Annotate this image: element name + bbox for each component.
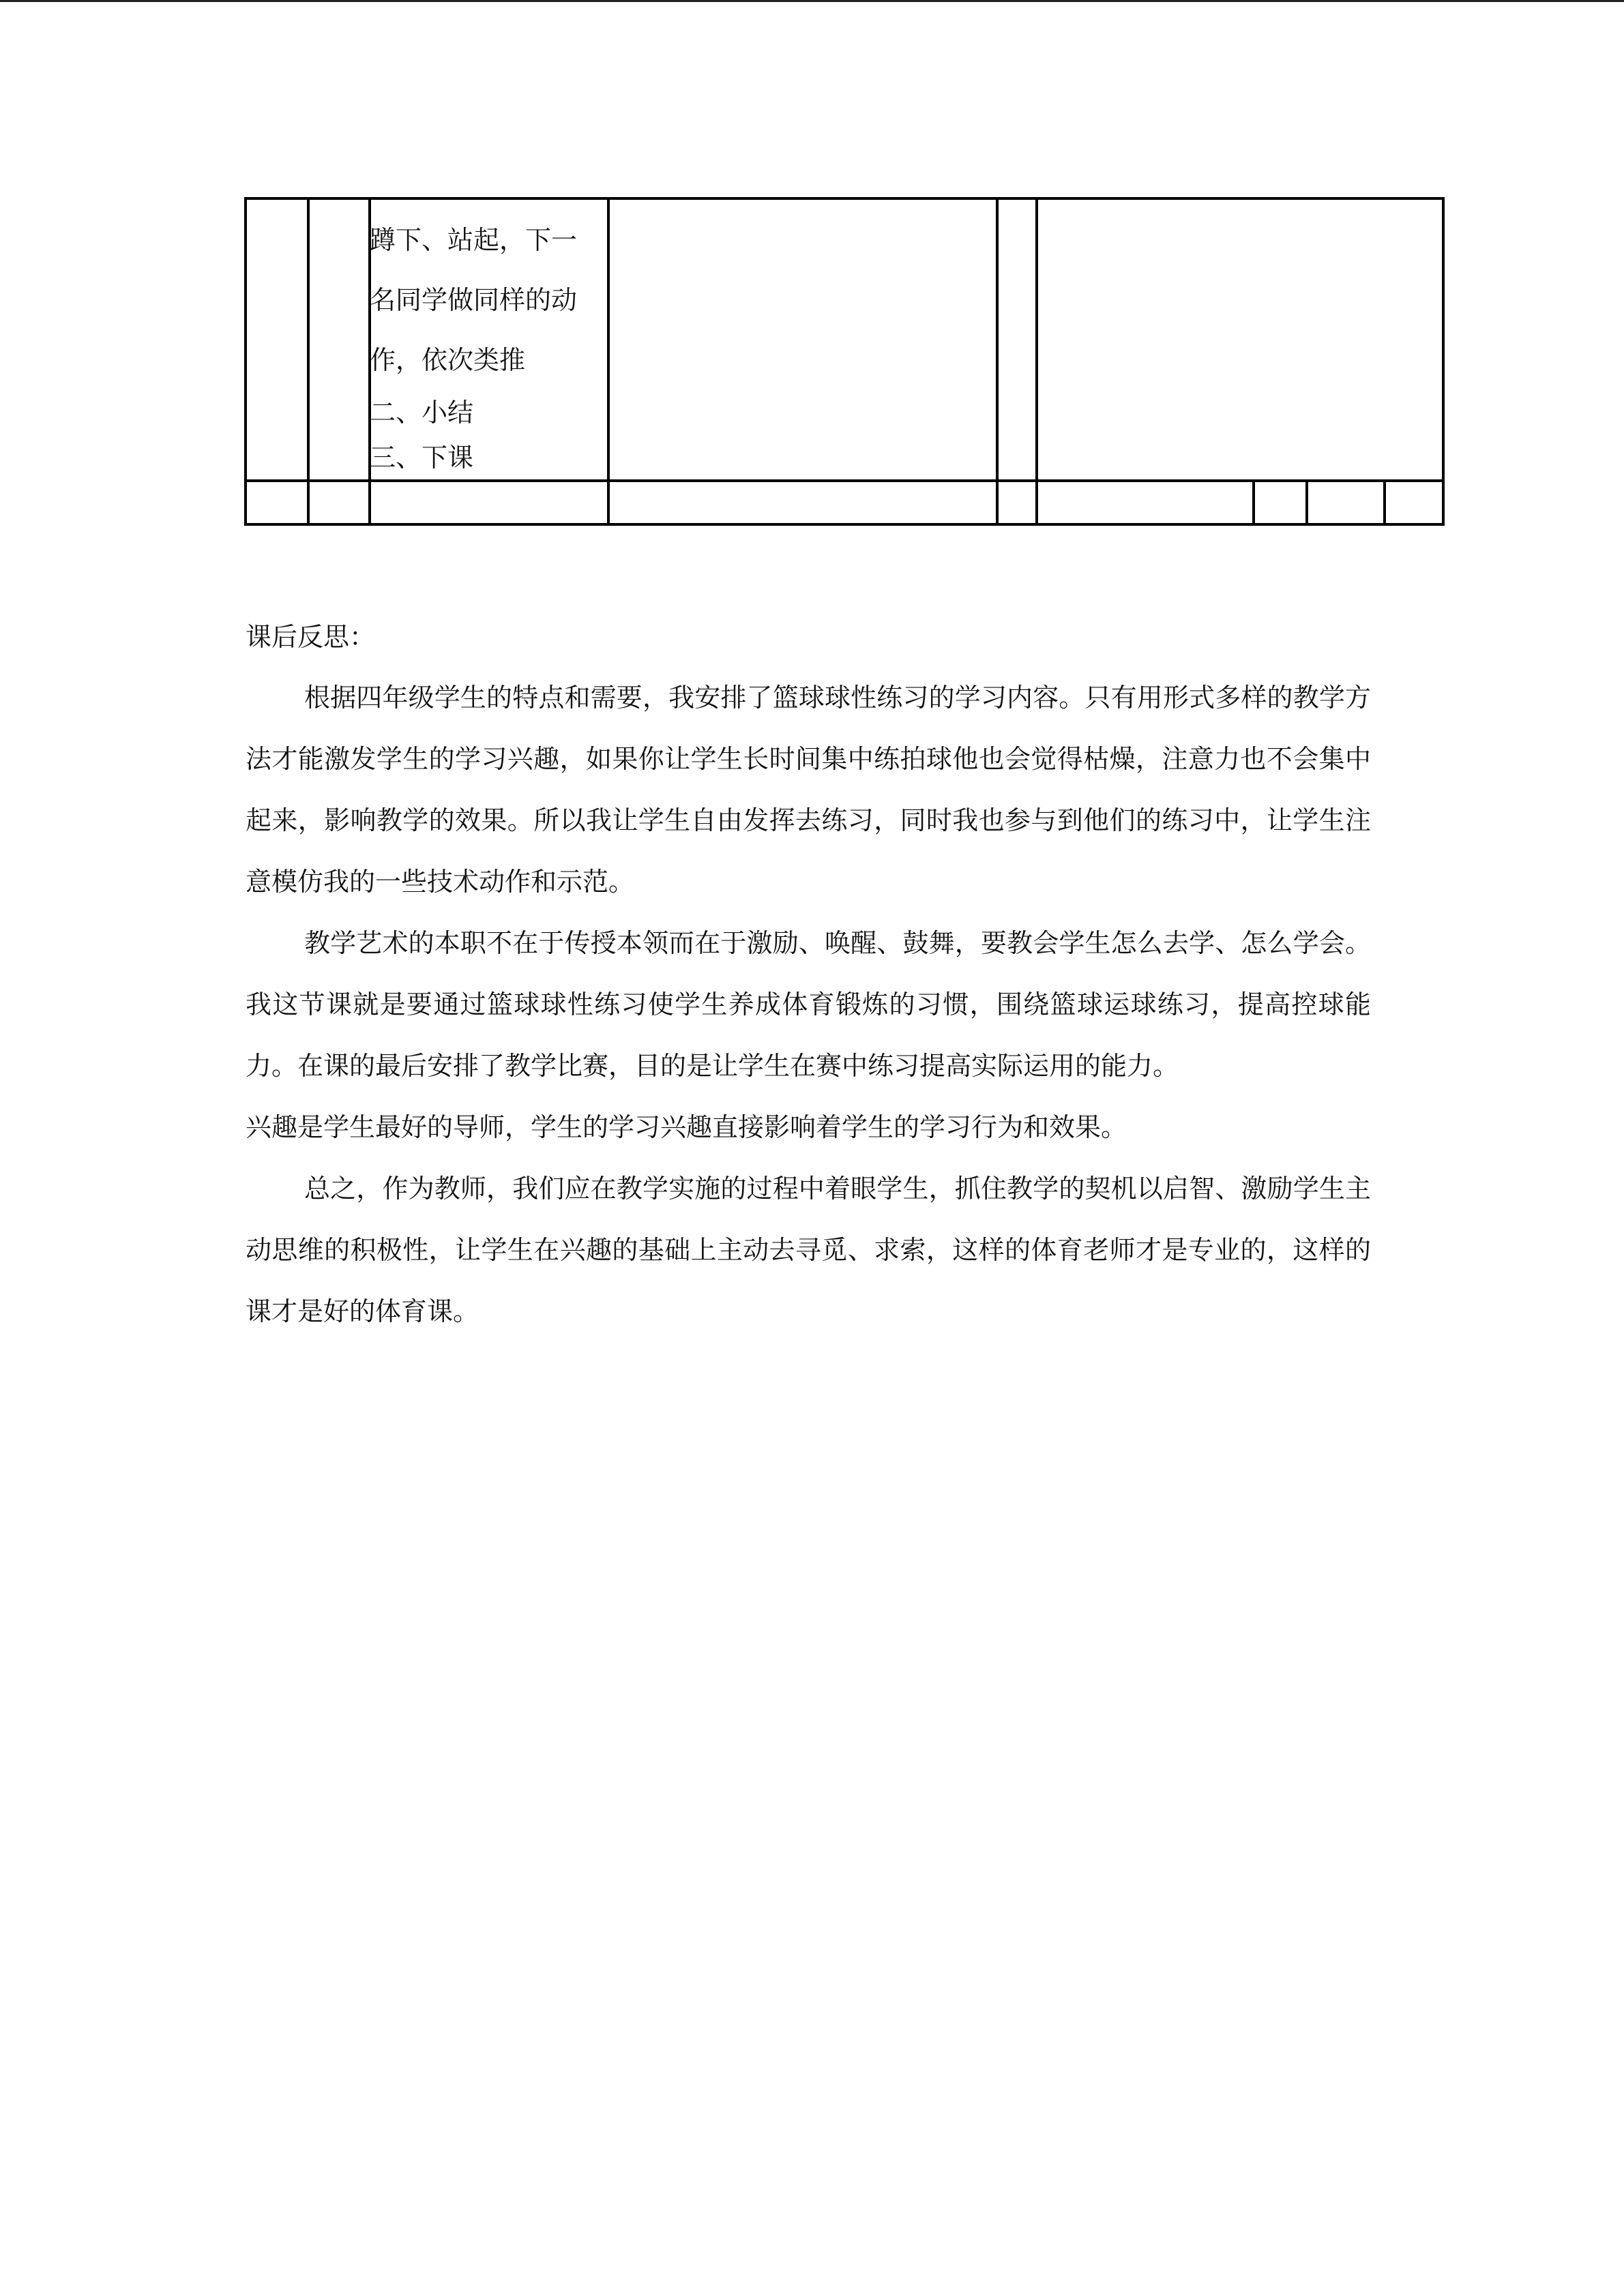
table-column-divider: [1035, 197, 1038, 526]
reflection-heading: 课后反思：: [246, 622, 376, 652]
procedure-line-dismiss: 三、下课: [370, 443, 474, 473]
table-column-divider: [996, 197, 999, 526]
table-column-divider: [1305, 479, 1308, 526]
table-border-top: [244, 197, 1445, 200]
table-column-divider: [1252, 479, 1255, 526]
reflection-paragraph: 教学艺术的本职不在于传授本领而在于激励、唤醒、鼓舞，要教会学生怎么去学、怎么学会。我这节课就是要通过篮球球性练习使学生养成体育锻炼的习惯，围绕篮球运球练习，提高控球能力。在课的最后安排了教学比赛，目的是让学生在赛中练习提高实际运用的能力。: [246, 928, 1371, 1081]
table-column-divider: [307, 197, 310, 526]
procedure-cell: [370, 210, 608, 480]
procedure-line: 作，依次类推: [370, 345, 526, 375]
table-column-divider: [1383, 479, 1386, 526]
table-border-bottom: [244, 523, 1445, 526]
page-top-border: [0, 0, 1624, 2]
post-class-reflection: [246, 607, 1371, 1342]
reflection-paragraph: 根据四年级学生的特点和需要，我安排了篮球球性练习的学习内容。只有用形式多样的教学方法才能激发学生的学习兴趣，如果你让学生长时间集中练拍球他也会觉得枯燥，注意力也不会集中起来，影响教学的效果。所以我让学生自由发挥去练习，同时我也参与到他们的练习中，让学生注意模仿我的一些技术动作和示范。: [246, 683, 1371, 897]
procedure-line-summary: 二、小结: [370, 398, 474, 428]
table-border-left: [244, 197, 247, 526]
table-border-right: [1442, 197, 1445, 526]
procedure-line: 名同学做同样的动: [370, 285, 578, 315]
reflection-paragraph: 总之，作为教师，我们应在教学实施的过程中着眼学生，抓住教学的契机以启智、激励学生主动思维的积极性，让学生在兴趣的基础上主动去寻觅、求索，这样的体育老师才是专业的，这样的课才是好的体育课。: [246, 1174, 1371, 1326]
reflection-paragraph: 兴趣是学生最好的导师，学生的学习兴趣直接影响着学生的学习行为和效果。: [246, 1112, 1127, 1142]
procedure-line: 蹲下、站起，下一: [370, 225, 578, 255]
